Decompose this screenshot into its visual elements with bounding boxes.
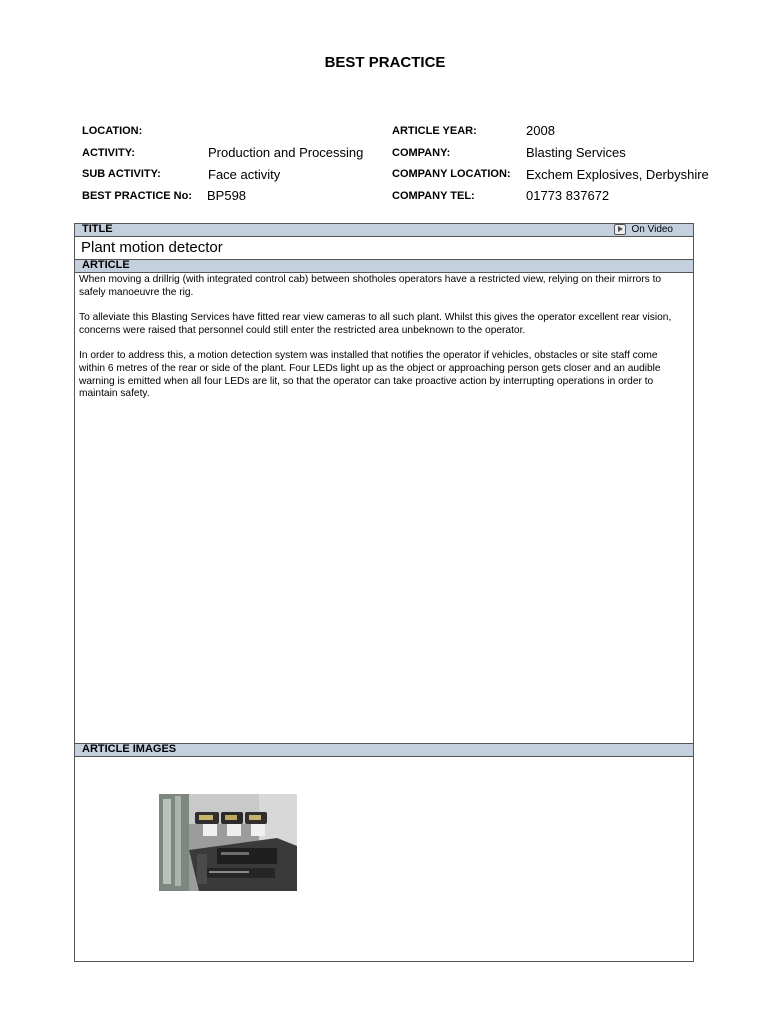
- article-section-label: ARTICLE: [82, 259, 130, 271]
- article-paragraph: In order to address this, a motion detection system was installed that notifies the operator if vehicles, obstacles or site staff come within 6 metres of the rear or side of the plant. Four LEDs light up as the object or approaching person gets closer and an audible warning is emitted when all four LEDs are lit, so that the operator can take proactive action by interrupting operations in order to maintain safety.: [79, 350, 661, 400]
- company-value: Blasting Services: [526, 145, 626, 160]
- article-year-value: 2008: [526, 123, 555, 138]
- article-images-bar: [75, 743, 693, 757]
- title-section-bar: [75, 224, 693, 237]
- company-location-label: COMPANY LOCATION:: [392, 168, 511, 180]
- on-video-label: On Video: [631, 224, 673, 235]
- article-frame: [74, 223, 694, 962]
- article-section-bar: [75, 259, 693, 273]
- article-paragraph: To alleviate this Blasting Services have fitted rear view cameras to all such plant. Whilst this gives the operator excellent rear vision, concerns were raised that personnel could still enter the restricted area unbeknown to the operator.: [79, 312, 672, 336]
- page-title: BEST PRACTICE: [324, 54, 446, 71]
- article-body: [79, 274, 679, 414]
- company-location-value: Exchem Explosives, Derbyshire: [526, 167, 709, 182]
- best-practice-no-value: BP598: [207, 188, 247, 203]
- video-camera-icon: [614, 224, 626, 235]
- sub-activity-label: SUB ACTIVITY:: [82, 168, 161, 180]
- company-tel-value: 01773 837672: [526, 188, 610, 203]
- motion-detector-photo-illustration: [159, 794, 297, 891]
- company-label: COMPANY:: [392, 147, 451, 159]
- on-video-link[interactable]: [614, 224, 673, 235]
- article-paragraph: When moving a drillrig (with integrated control cab) between shotholes operators have a restricted view, relying on their mirrors to safely manoeuvre the rig.: [79, 274, 662, 298]
- article-year-label: ARTICLE YEAR:: [392, 125, 477, 137]
- article-headline: Plant motion detector: [81, 239, 223, 256]
- title-section-label: TITLE: [82, 223, 113, 235]
- best-practice-no-label: BEST PRACTICE No:: [82, 190, 192, 202]
- article-photo-motion-detector: [159, 794, 297, 891]
- sub-activity-value: Face activity: [208, 167, 281, 182]
- activity-label: ACTIVITY:: [82, 147, 135, 159]
- location-label: LOCATION:: [82, 125, 143, 137]
- article-images-label: ARTICLE IMAGES: [82, 743, 177, 755]
- company-tel-label: COMPANY TEL:: [392, 190, 475, 202]
- activity-value: Production and Processing: [208, 145, 364, 160]
